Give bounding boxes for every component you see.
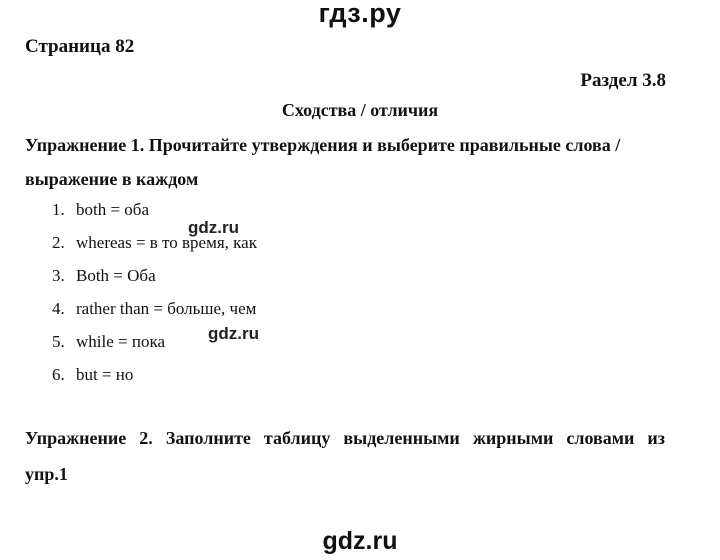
list-item-number: 4.: [52, 299, 65, 318]
footer-watermark[interactable]: gdz.ru: [322, 527, 398, 555]
exercise-2-heading-line-2: упр.1: [25, 464, 68, 484]
watermark: gdz.ru: [188, 218, 239, 237]
list-item-text: while = пока: [76, 332, 166, 351]
list-item-number: 3.: [52, 266, 65, 285]
list-item-number: 5.: [52, 332, 65, 351]
exercise-1-heading-line-2: выражение в каждом: [25, 169, 199, 189]
list-item-text: Both = Оба: [76, 266, 156, 285]
list-item-number: 2.: [52, 233, 65, 252]
site-header-logo[interactable]: гдз.ру: [318, 0, 402, 28]
list-item-text: both = оба: [76, 200, 150, 219]
list-item-text: rather than = больше, чем: [76, 299, 257, 318]
page-title: Сходства / отличия: [281, 100, 439, 120]
exercise-2-heading-line-1: Упражнение 2. Заполните таблицу выделенными жирными словами из: [25, 428, 665, 448]
list-item-number: 1.: [52, 200, 65, 219]
list-item: [52, 264, 257, 297]
watermark: gdz.ru: [208, 324, 259, 343]
list-item-number: 6.: [52, 365, 65, 384]
list-item-text: but = но: [76, 365, 134, 384]
list-item-text: whereas = в то время, как: [76, 233, 257, 252]
exercise-1-heading-line-1: Упражнение 1. Прочитайте утверждения и выберите правильные слова /: [25, 135, 621, 155]
list-item: [52, 363, 257, 396]
section-label: Раздел 3.8: [580, 70, 666, 91]
page-number: Страница 82: [25, 36, 135, 57]
